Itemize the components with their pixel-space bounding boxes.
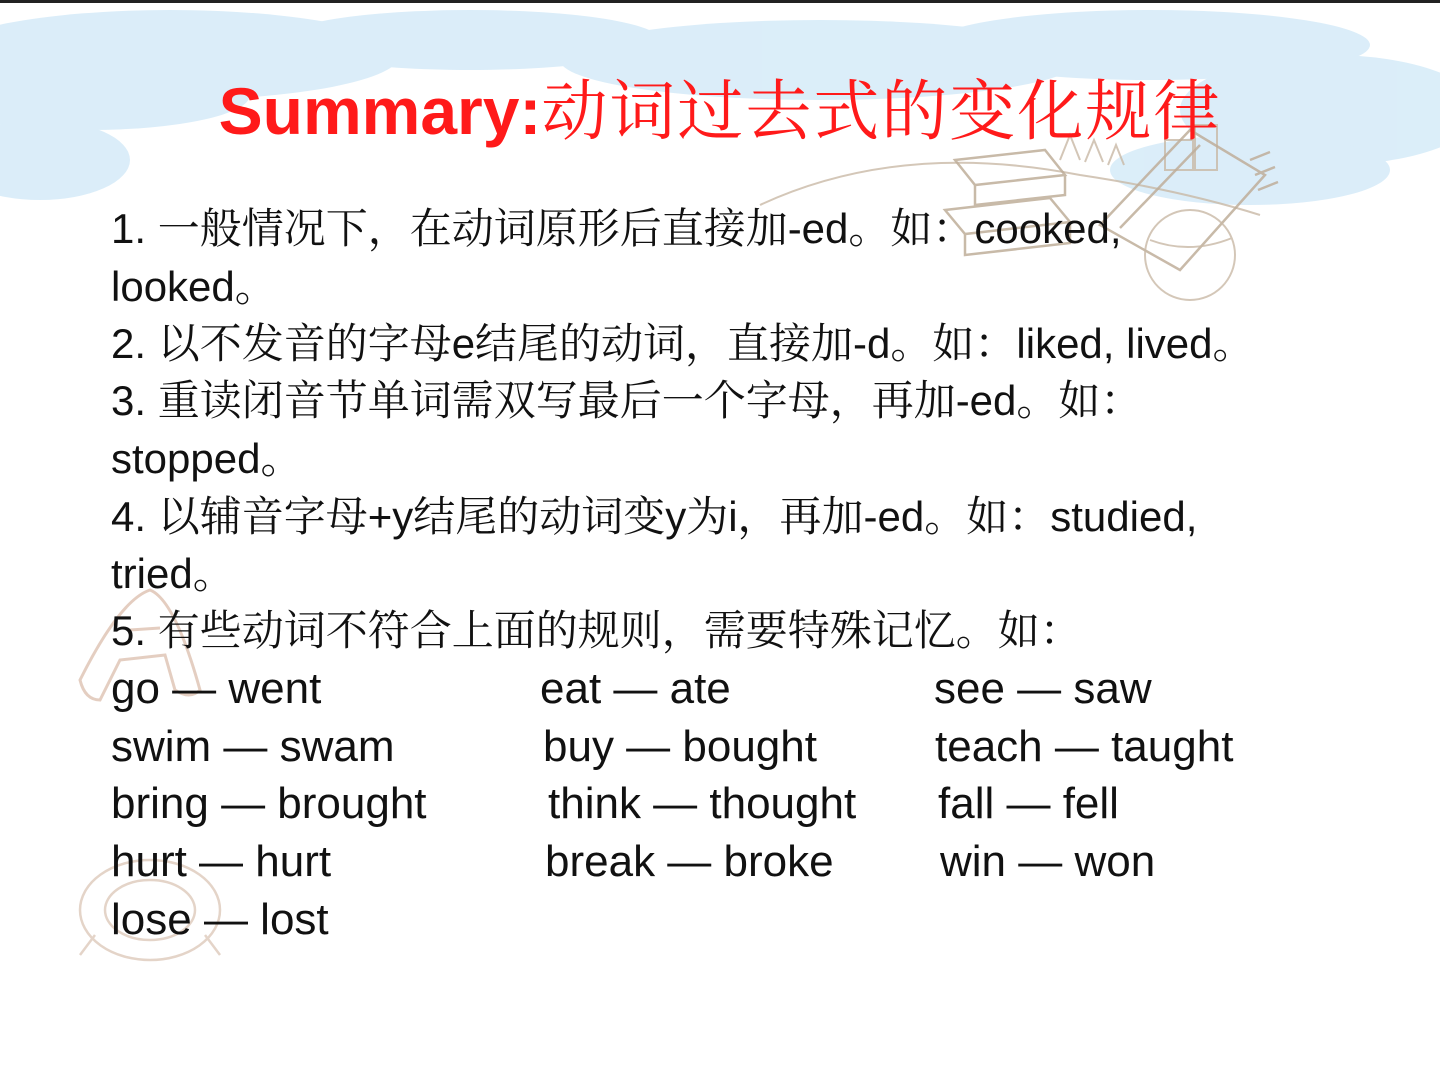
verb-pair-think: think — thought (548, 779, 857, 828)
rule-2-line: 2. 以不发音的字母e结尾的动词，直接加-d。如：liked, lived。 (111, 320, 1255, 367)
verb-pair-fall: fall — fell (938, 779, 1119, 828)
verb-pair-hurt: hurt — hurt (111, 837, 332, 886)
verb-pair-teach: teach — taught (935, 722, 1234, 771)
verb-pair-break: break — broke (545, 837, 834, 886)
rule-5-line: 5. 有些动词不符合上面的规则，需要特殊记忆。如： (111, 607, 1082, 654)
title-en: Summary: (218, 74, 542, 148)
rule-3-line-1: 3. 重读闭音节单词需双写最后一个字母，再加-ed。如： (111, 377, 1143, 424)
rule-1-line-1: 1. 一般情况下，在动词原形后直接加-ed。如：cooked, (111, 205, 1122, 252)
rule-4-line-2: tried。 (111, 550, 235, 597)
verb-pair-lose: lose — lost (111, 895, 329, 944)
rule-1-line-2: looked。 (111, 263, 277, 310)
title-cn: 动词过去式的变化规律 (541, 74, 1222, 148)
slide-title (0, 68, 1440, 154)
verb-pair-win: win — won (940, 837, 1156, 886)
verb-pair-eat: eat — ate (540, 664, 731, 713)
verb-pair-bring: bring — brought (111, 779, 427, 828)
rule-4-line-1: 4. 以辅音字母+y结尾的动词变y为i，再加-ed。如：studied, (111, 493, 1198, 540)
globe-sketch (1145, 210, 1235, 300)
verb-pair-buy: buy — bought (543, 722, 817, 771)
verb-pair-see: see — saw (934, 664, 1152, 713)
verb-pair-swim: swim — swam (111, 722, 395, 771)
verb-pair-go: go — went (111, 664, 322, 713)
rule-3-line-2: stopped。 (111, 435, 303, 482)
